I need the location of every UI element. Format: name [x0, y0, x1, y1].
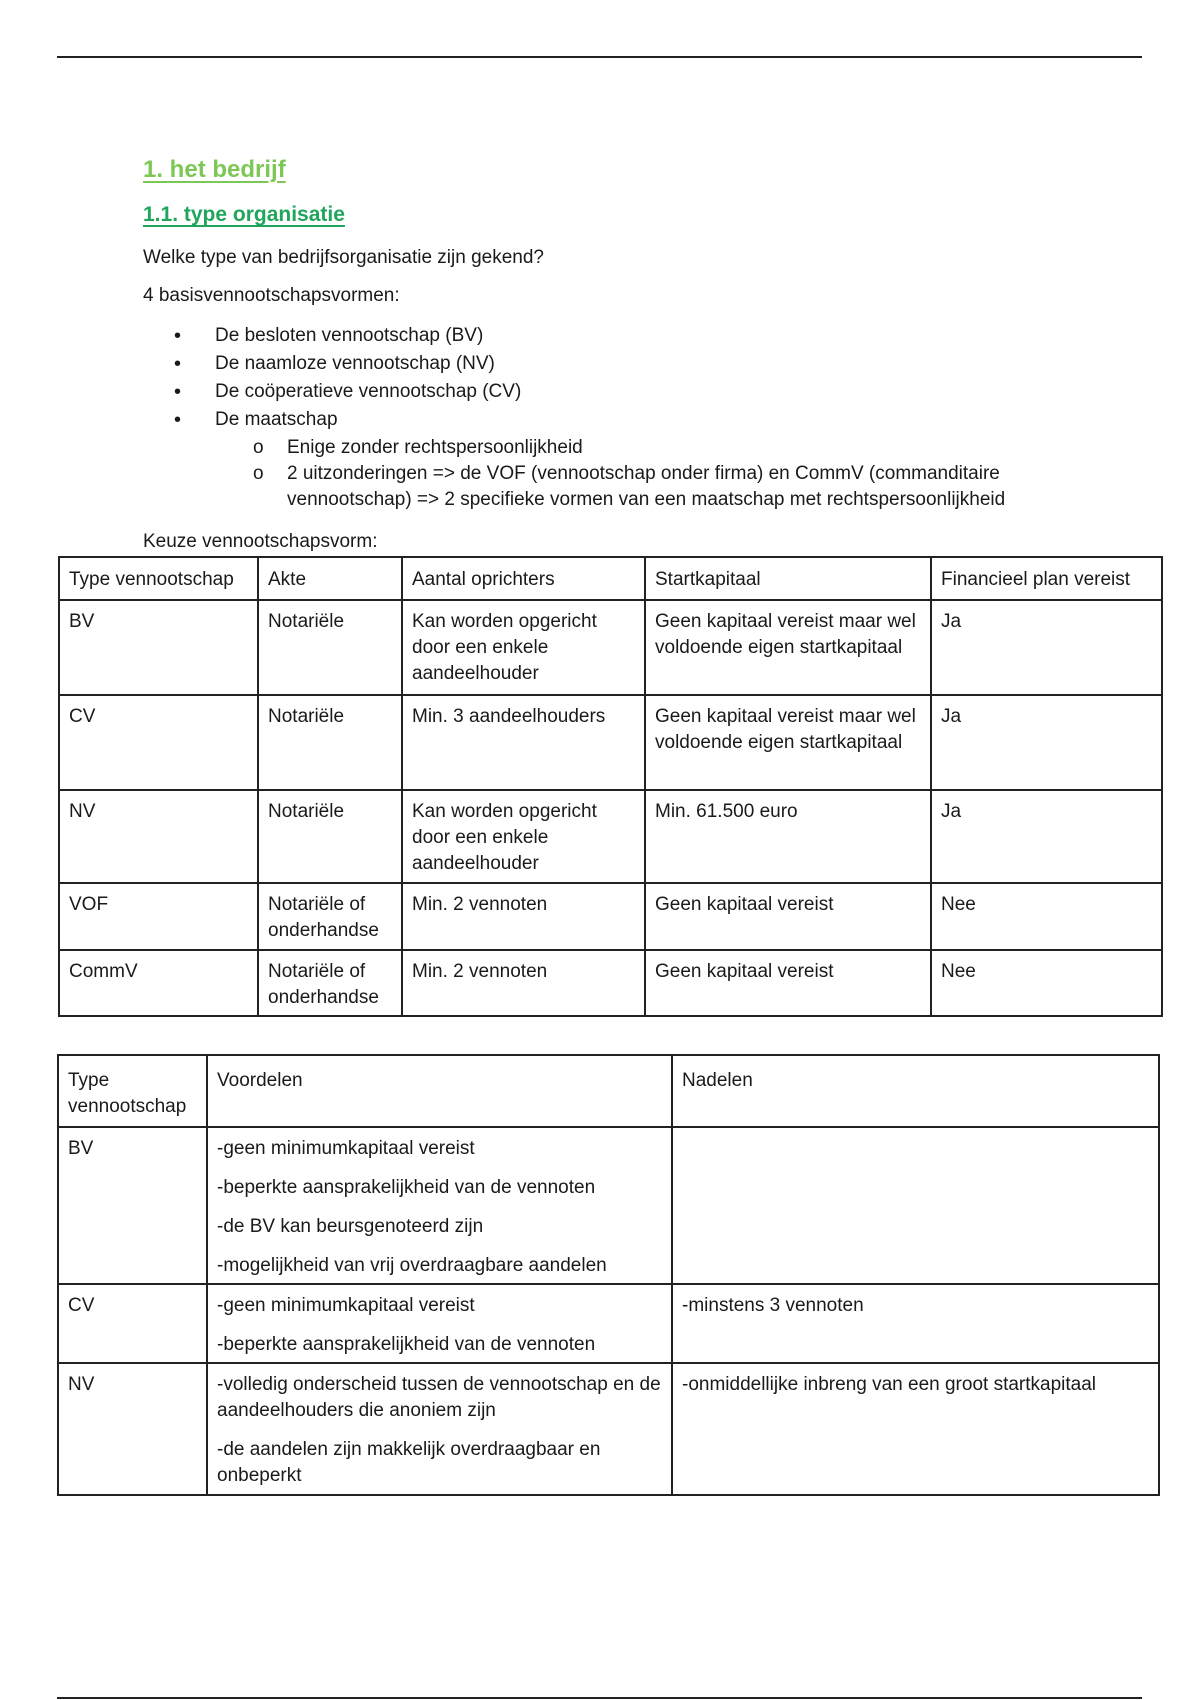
- table-cell: Nee: [931, 950, 1162, 1016]
- sub-list-item: o Enige zonder rechtspersoonlijkheid: [215, 434, 1075, 461]
- advantage-item: -de aandelen zijn makkelijk overdraagbaar en onbeperkt: [217, 1439, 601, 1486]
- table-row: [58, 1284, 1159, 1363]
- table-cell: Nee: [931, 883, 1162, 950]
- sub-bullet-list: [215, 434, 1074, 513]
- table-row: [58, 1127, 1159, 1284]
- table-row: [59, 600, 1162, 695]
- advantage-item: -volledig onderscheid tussen de vennootschap en de aandeelhouders die anoniem zijn: [217, 1374, 661, 1421]
- table-cell: [207, 1284, 672, 1363]
- pros-cons-table: [57, 1054, 1160, 1496]
- list-item: • De coöperatieve vennootschap (CV): [174, 378, 1074, 406]
- table-cell: Ja: [931, 600, 1162, 695]
- table-cell: [672, 1127, 1159, 1284]
- list-item: • De maatschap o Enige zonder rechtspersoonlijkheid o 2 uitzonderingen => de VOF (vennootschap onder firma) en CommV (commanditaire vennootschap) => 2 specifieke vormen van een maatschap met rechtspersoonlijkheid: [174, 406, 1074, 513]
- table-row: [58, 1363, 1159, 1495]
- column-header: Type vennootschap: [59, 557, 258, 600]
- column-header: Voordelen: [207, 1055, 672, 1127]
- table-cell: Min. 3 aandeelhouders: [402, 695, 645, 790]
- heading-1: 1. het bedrijf: [143, 156, 286, 183]
- advantage-item: -mogelijkheid van vrij overdraagbare aandelen: [217, 1255, 607, 1276]
- intro-text: 4 basisvennootschapsvormen:: [143, 285, 400, 306]
- table-cell: Ja: [931, 790, 1162, 883]
- table-cell: BV: [59, 600, 258, 695]
- advantage-item: -de BV kan beursgenoteerd zijn: [217, 1216, 484, 1237]
- column-header: Financieel plan vereist: [931, 557, 1162, 600]
- table-row: [59, 790, 1162, 883]
- disadvantage-item: -onmiddellijke inbreng van een groot startkapitaal: [682, 1374, 1097, 1395]
- table-cell: NV: [58, 1363, 207, 1495]
- advantage-item: -geen minimumkapitaal vereist: [217, 1138, 475, 1159]
- column-header: Nadelen: [672, 1055, 1159, 1127]
- table-cell: Notariële: [258, 600, 402, 695]
- table-cell: Notariële of onderhandse: [258, 883, 402, 950]
- table-row: [59, 950, 1162, 1016]
- table-cell: Geen kapitaal vereist maar wel voldoende eigen startkapitaal: [645, 600, 931, 695]
- column-header: Startkapitaal: [645, 557, 931, 600]
- list-item: • De naamloze vennootschap (NV): [174, 350, 1074, 378]
- table-cell: NV: [59, 790, 258, 883]
- table-cell: Notariële: [258, 695, 402, 790]
- table-cell: CommV: [59, 950, 258, 1016]
- sub-list-item: o 2 uitzonderingen => de VOF (vennootschap onder firma) en CommV (commanditaire vennootschap) => 2 specifieke vormen van een maatschap met rechtspersoonlijkheid: [215, 461, 1075, 513]
- column-header: Type vennootschap: [58, 1055, 207, 1127]
- table-cell: CV: [58, 1284, 207, 1363]
- table-cell: Notariële of onderhandse: [258, 950, 402, 1016]
- question-text: Welke type van bedrijfsorganisatie zijn gekend?: [143, 247, 544, 268]
- list-item: • De besloten vennootschap (BV): [174, 322, 1074, 350]
- table-cell: Ja: [931, 695, 1162, 790]
- table-cell: Min. 2 vennoten: [402, 950, 645, 1016]
- table-cell: Geen kapitaal vereist maar wel voldoende eigen startkapitaal: [645, 695, 931, 790]
- table-cell: Notariële: [258, 790, 402, 883]
- disadvantage-item: -minstens 3 vennoten: [682, 1295, 864, 1316]
- table-cell: Min. 61.500 euro: [645, 790, 931, 883]
- page-footer-rule: [57, 1697, 1142, 1699]
- advantage-item: -geen minimumkapitaal vereist: [217, 1295, 475, 1316]
- table-cell: [672, 1363, 1159, 1495]
- table-cell: [207, 1127, 672, 1284]
- table-cell: Geen kapitaal vereist: [645, 950, 931, 1016]
- heading-2: 1.1. type organisatie: [143, 203, 345, 226]
- table-cell: [672, 1284, 1159, 1363]
- comparison-table: [58, 556, 1163, 1017]
- page-header-rule: [57, 56, 1142, 58]
- table-cell: Geen kapitaal vereist: [645, 883, 931, 950]
- column-header: Aantal oprichters: [402, 557, 645, 600]
- table-row: [59, 883, 1162, 950]
- table-cell: CV: [59, 695, 258, 790]
- table-cell: Min. 2 vennoten: [402, 883, 645, 950]
- column-header: Akte: [258, 557, 402, 600]
- table-cell: Kan worden opgericht door een enkele aandeelhouder: [402, 600, 645, 695]
- table-cell: Kan worden opgericht door een enkele aandeelhouder: [402, 790, 645, 883]
- table-cell: [207, 1363, 672, 1495]
- table-cell: BV: [58, 1127, 207, 1284]
- table-cell: VOF: [59, 883, 258, 950]
- table1-caption: Keuze vennootschapsvorm:: [143, 531, 378, 552]
- bullet-list: [174, 322, 1074, 513]
- table-header-row: [58, 1055, 1159, 1127]
- advantage-item: -beperkte aansprakelijkheid van de vennoten: [217, 1177, 596, 1198]
- table-header-row: [59, 557, 1162, 600]
- advantage-item: -beperkte aansprakelijkheid van de vennoten: [217, 1334, 596, 1355]
- table-row: [59, 695, 1162, 790]
